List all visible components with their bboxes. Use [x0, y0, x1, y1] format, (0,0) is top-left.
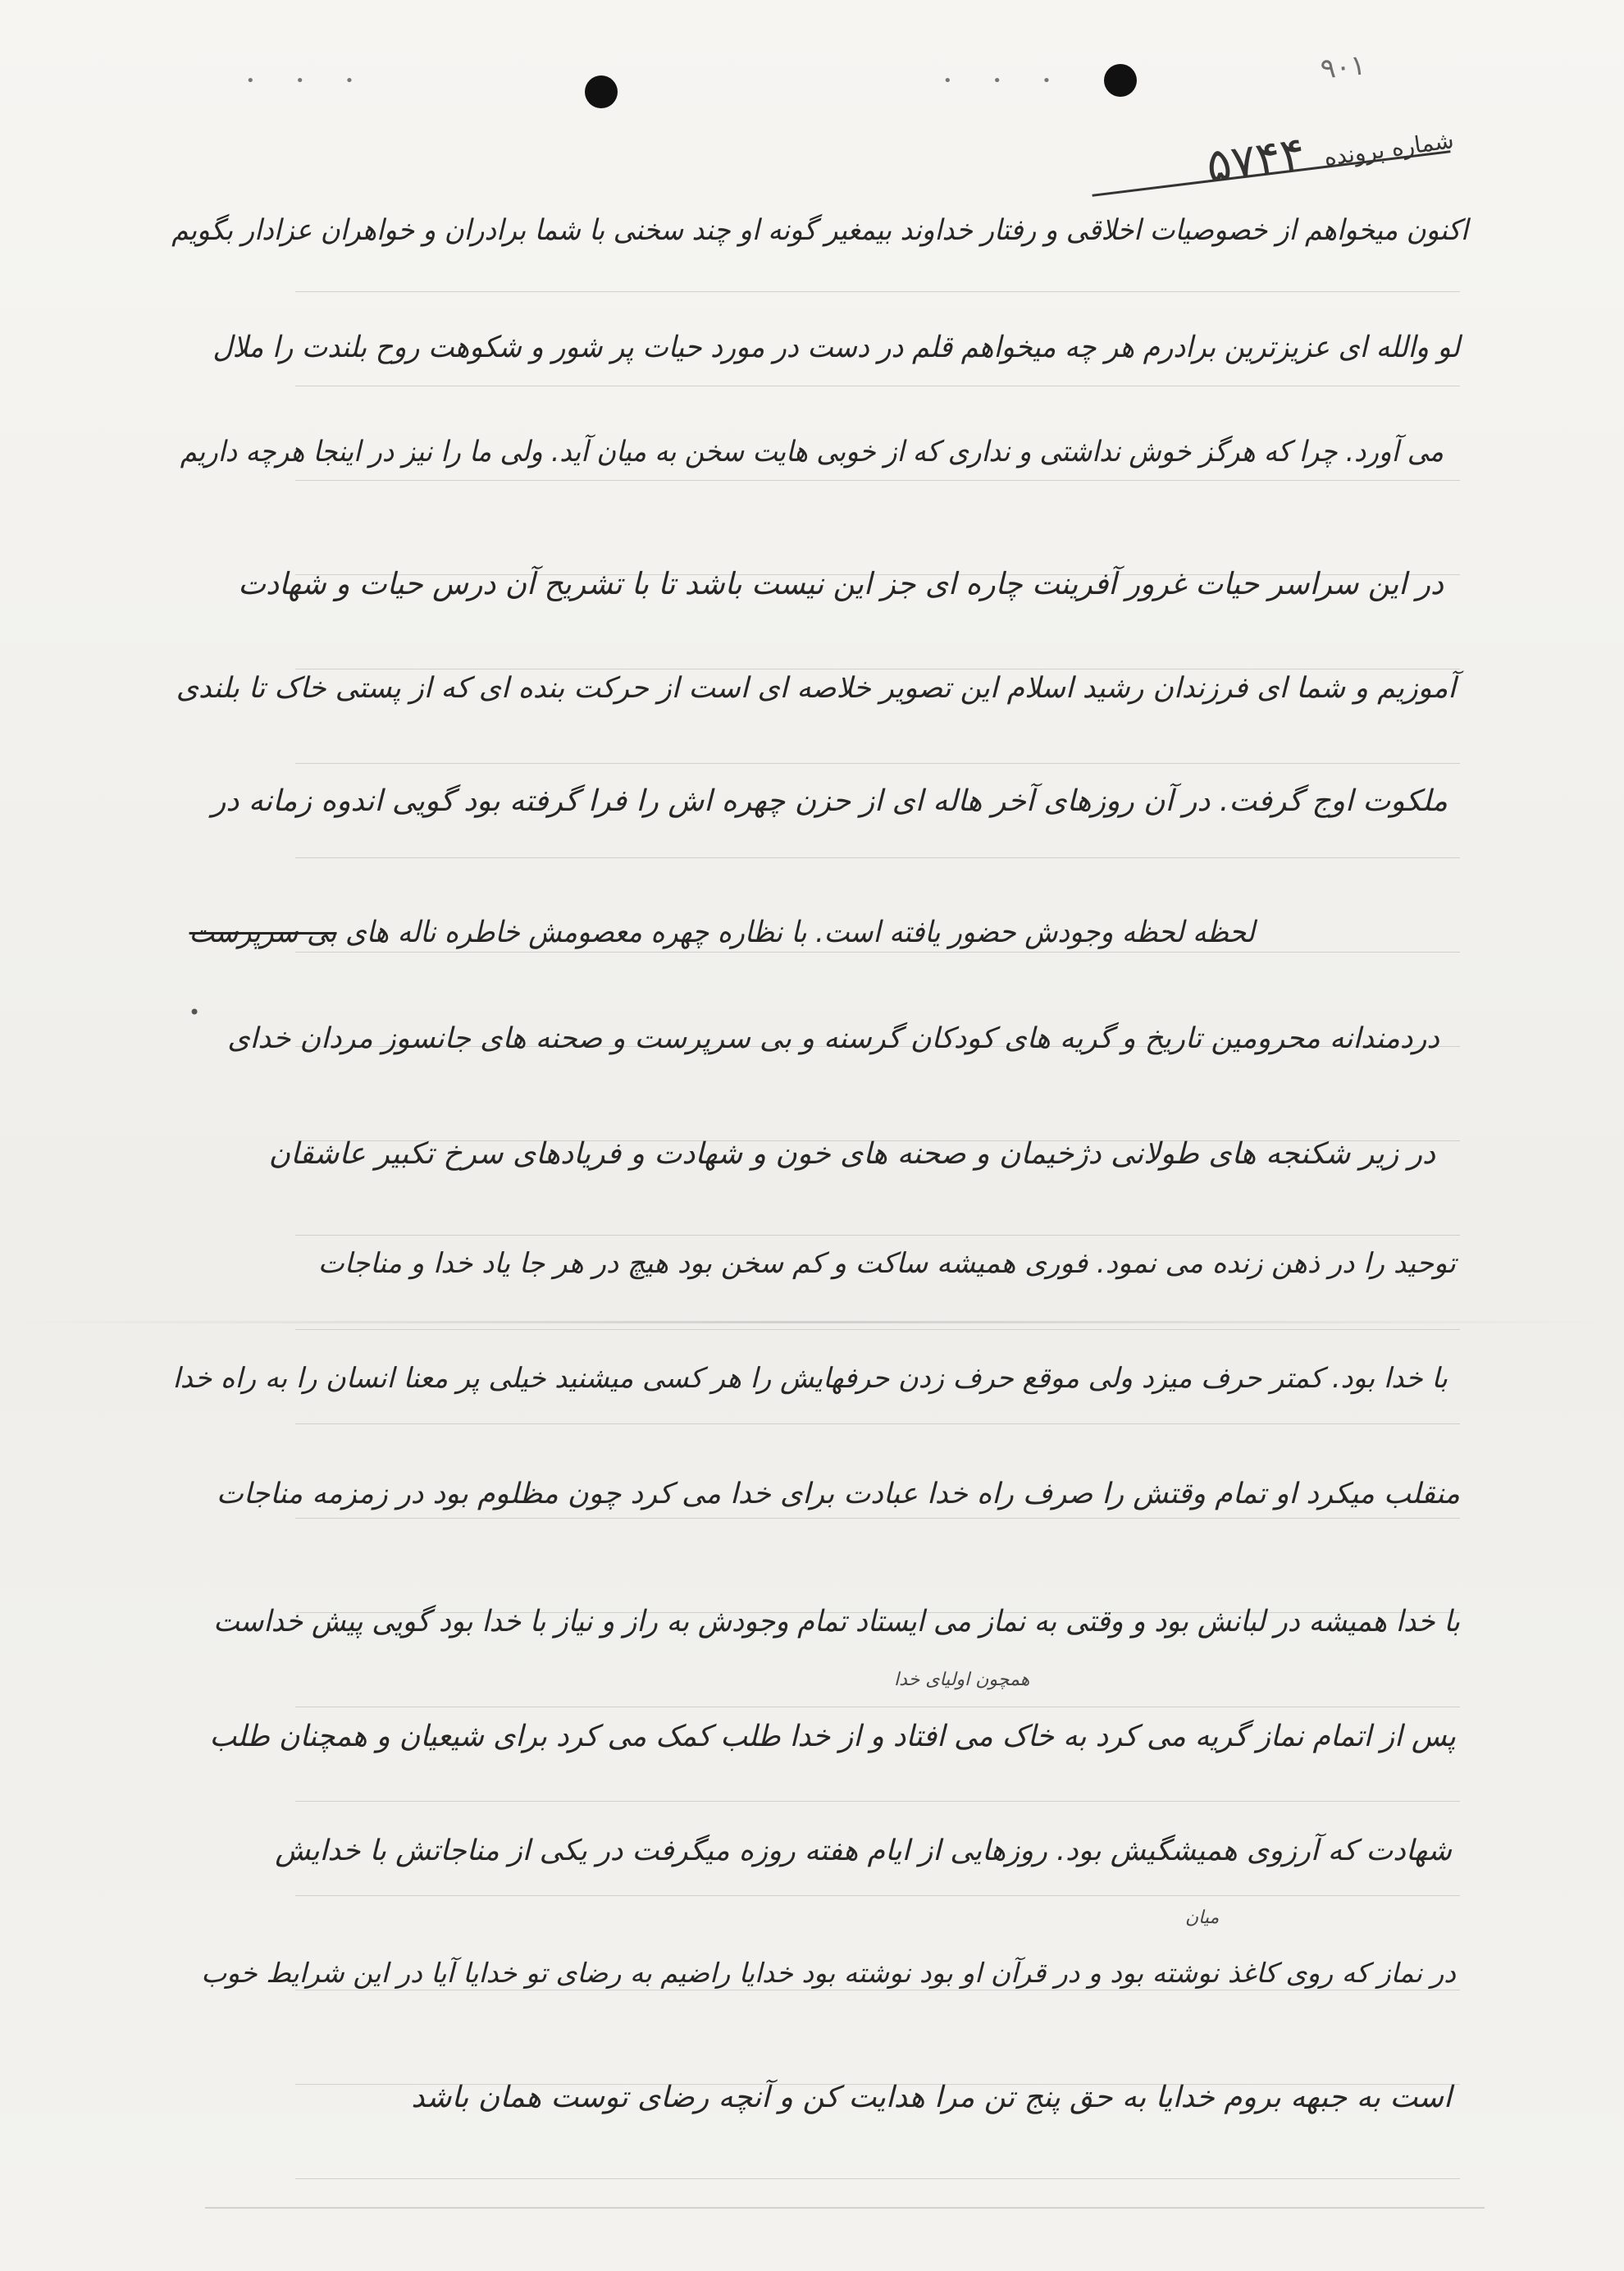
fold-crease — [0, 1321, 1624, 1323]
ruled-line — [295, 1895, 1460, 1896]
dot-marks-right: • • • — [943, 72, 1070, 89]
ruled-line — [295, 1329, 1460, 1330]
corner-page-mark: ٩٠١ — [1319, 48, 1367, 86]
letter-line-12: منقلب میکرد او تمام وقتش را صرف راه خدا عبادت برای خدا می کرد چون مظلوم بود در زمزمه مناجات — [216, 1478, 1460, 1510]
letter-line-7 — [189, 915, 1256, 950]
page-bottom-rule — [205, 2207, 1485, 2209]
ruled-line — [295, 1235, 1460, 1236]
letter-line-1: اکنون میخواهم از خصوصیات اخلاقی و رفتار خداوند بیمغیر گونه او چند سخنی با شما برادران و خواهران عزادار بگویم — [171, 214, 1469, 247]
stray-ink-dot: • — [189, 1001, 201, 1024]
interlinear-note-1: همچون اولیای خدا — [894, 1670, 1030, 1690]
letter-line-6: ملکوت اوج گرفت. در آن روزهای آخر هاله ای از حزن چهره اش را فرا گرفته بود گویی اندوه زمانه در — [212, 784, 1448, 818]
interlinear-note-2: میان — [1185, 1908, 1220, 1928]
dot-marks-left: • • • — [246, 72, 372, 89]
ruled-line — [295, 1518, 1460, 1519]
letter-line-13: با خدا همیشه در لبانش بود و وقتی به نماز می ایستاد تمام وجودش به راز و نیاز با خدا بود گویی پیش خداست — [213, 1605, 1461, 1638]
ruled-line — [295, 952, 1460, 953]
ruled-line — [295, 2178, 1460, 2179]
document-number — [1203, 106, 1457, 193]
letter-line-8: دردمندانه محرومین تاریخ و گریه های کودکان گرسنه و بی سرپرست و صحنه های جانسوز مردان خدای — [227, 1022, 1439, 1055]
ruled-line — [295, 1423, 1460, 1424]
letter-line-10: توحید را در ذهن زنده می نمود. فوری همیشه ساکت و کم سخن بود هیچ در هر جا یاد خدا و مناجات — [317, 1247, 1456, 1280]
letter-line-14: پس از اتمام نماز گریه می کرد به خاک می افتاد و از خدا طلب کمک می کرد برای شیعیان و همچنان طلب — [209, 1720, 1456, 1753]
ruled-line — [295, 291, 1460, 292]
ruled-line — [295, 857, 1460, 858]
letter-line-2: لو والله ای عزیزترین برادرم هر چه میخواهم قلم در دست در مورد حیات پر شور و شکوهت روح بلندت را ملال — [212, 331, 1460, 364]
letter-line-17: است به جبهه بروم خدایا به حق پنج تن مرا هدایت کن و آنچه رضای توست همان باشد — [411, 2081, 1452, 2114]
letter-line-5: آموزیم و شما ای فرزندان رشید اسلام این تصویر خلاصه ای است از حرکت بنده ای که از پستی خاک تا بلندی — [176, 672, 1457, 705]
letter-line-4: در این سراسر حیات غرور آفرینت چاره ای جز این نیست باشد تا با تشریح آن درس حیات و شهادت — [238, 566, 1444, 601]
letter-line-9: در زیر شکنجه های طولانی دژخیمان و صحنه های خون و شهادت و فریادهای سرخ تکبیر عاشقان — [268, 1137, 1435, 1171]
letter-line-7-text: لحظه لحظه وجودش حضور یافته است. با نظاره چهره معصومش خاطره ناله های بی سرپرست — [189, 916, 1256, 949]
document-number-value: ۵۷۴۴ — [1202, 126, 1309, 194]
letter-line-15: شهادت که آرزوی همیشگیش بود. روزهایی از ایام هفته روزه میگرفت در یکی از مناجاتش با خدایش — [275, 1835, 1452, 1867]
punch-hole-right — [1104, 64, 1137, 97]
document-number-label: شماره پرونده — [1322, 126, 1456, 171]
struck-phrase: بی سرپرست — [189, 916, 337, 949]
letter-line-3: می آورد. چرا که هرگز خوش نداشتی و نداری که از خوبی هایت سخن به میان آید. ولی ما را نیز در اینجا هرچه داریم — [180, 436, 1444, 468]
letter-line-16: در نماز که روی کاغذ نوشته بود و در قرآن او بود نوشته بود خدایا راضیم به رضای تو خدایا آیا در این شرایط خوب — [201, 1957, 1456, 1989]
punch-hole-left — [585, 75, 618, 108]
ruled-line — [295, 480, 1460, 481]
ruled-line — [295, 763, 1460, 764]
ruled-line — [295, 1801, 1460, 1802]
letter-line-11: با خدا بود. کمتر حرف میزد ولی موقع حرف زدن حرفهایش را هر کسی میشنید خیلی پر معنا انسان را به راه خدا — [172, 1362, 1448, 1395]
